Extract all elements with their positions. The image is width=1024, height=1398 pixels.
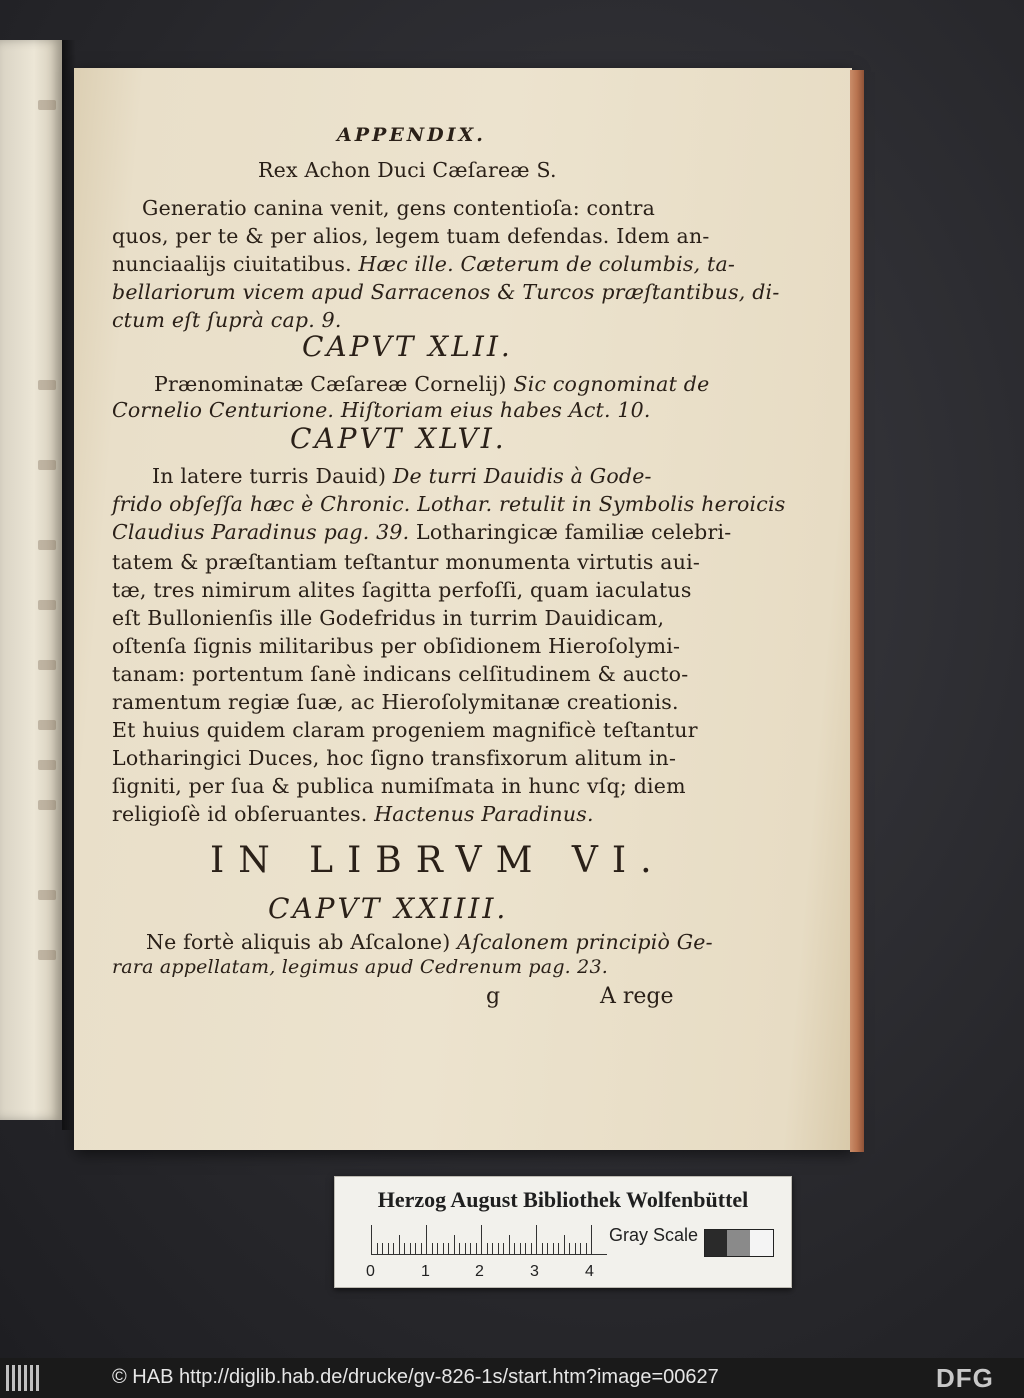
text-span: nunciaalijs ciuitatibus. (112, 252, 352, 276)
ruler-tick (542, 1243, 543, 1255)
ruler-baseline (371, 1254, 607, 1255)
page-edge (850, 70, 864, 1152)
italic-span: Hæc ille. Cæterum de columbis, ta- (351, 252, 735, 276)
facing-page-ink (38, 460, 56, 470)
ruler-tick (492, 1243, 493, 1255)
scale-label: 2 (475, 1263, 484, 1280)
facing-page-ink (38, 950, 56, 960)
text-line (154, 372, 709, 396)
ruler-tick (421, 1243, 422, 1255)
color-target (334, 1176, 792, 1288)
ruler-tick (509, 1235, 510, 1255)
ruler-tick (448, 1243, 449, 1255)
italic-span: Sic cognominat de (506, 372, 710, 396)
text-line: ramentum regiæ ſuæ, ac Hieroſolymitanæ creationis. (112, 690, 679, 714)
ruler-tick (498, 1243, 499, 1255)
facing-page-ink (38, 660, 56, 670)
chapter-heading: CAPVT XXIIII. (268, 892, 509, 925)
text-line (112, 802, 594, 826)
text-span: Prænominatæ Cæſareæ Cornelij) (154, 372, 507, 396)
italic-span: Claudius Paradinus pag. 39. (112, 520, 410, 544)
text-line: Et huius quidem claram progeniem magnificè teſtantur (112, 718, 698, 742)
ruler-tick (443, 1243, 444, 1255)
text-line: bellariorum vicem apud Sarracenos & Turcos præſtantibus, di- (112, 280, 780, 304)
ruler-tick (580, 1243, 581, 1255)
ruler-tick (514, 1243, 515, 1255)
ruler-tick (432, 1243, 433, 1255)
ruler-tick (454, 1235, 455, 1255)
scale-label: 4 (585, 1263, 594, 1280)
facing-page-ink (38, 380, 56, 390)
ruler-tick (437, 1243, 438, 1255)
facing-page-ink (38, 760, 56, 770)
text-line (112, 520, 731, 544)
ruler-tick (481, 1225, 482, 1255)
italic-span: Aſcalonem principiò Ge- (450, 930, 713, 954)
scale-label: 0 (366, 1263, 375, 1280)
catchword: A rege (600, 984, 674, 1009)
text-line: tatem & præſtantiam teſtantur monumenta virtutis aui- (112, 550, 700, 574)
ruler-tick (371, 1225, 372, 1255)
text-line: frido obſeſſa hæc è Chronic. Lothar. retulit in Symbolis heroicis (112, 492, 786, 516)
italic-span: Hactenus Paradinus. (367, 802, 594, 826)
ruler-tick (388, 1243, 389, 1255)
ruler-tick (525, 1243, 526, 1255)
scale-ruler (371, 1225, 607, 1255)
text-line: rara appellatam, legimus apud Cedrenum pag. 23. (112, 956, 608, 978)
signature-mark: g (486, 984, 501, 1009)
text-line (152, 464, 652, 488)
ruler-tick (487, 1243, 488, 1255)
text-span: Lotharingicæ familiæ celebri- (409, 520, 732, 544)
ruler-tick (586, 1243, 587, 1255)
ruler-tick (415, 1243, 416, 1255)
text-span: Ne fortè aliquis ab Aſcalone) (146, 930, 451, 954)
text-line: ctum eſt ſuprà cap. 9. (112, 308, 342, 332)
text-line: oſtenſa ſignis militaribus per obſidionem Hieroſolymi- (112, 634, 681, 658)
text-line: Rex Achon Duci Cæſareæ S. (258, 158, 557, 182)
italic-span: De turri Dauidis à Gode- (386, 464, 652, 488)
running-head: APPENDIX. (337, 124, 486, 146)
facing-page-ink (38, 540, 56, 550)
copyright-link[interactable]: © HAB http://diglib.hab.de/drucke/gv-826-1s/start.htm?image=00627 (112, 1366, 719, 1388)
facing-page-edge (0, 40, 62, 1120)
ruler-tick (531, 1243, 532, 1255)
ruler-tick (377, 1243, 378, 1255)
ruler-tick (503, 1243, 504, 1255)
text-line: eſt Bullonienſis ille Godefridus in turrim Dauidicam, (112, 606, 665, 630)
text-span: religioſè id obſeruantes. (112, 802, 368, 826)
ruler-tick (399, 1235, 400, 1255)
text-line: tæ, tres nimirum alites ſagitta perfoſſi, quam iaculatus (112, 578, 692, 602)
text-line: Generatio canina venit, gens contentioſa: contra (142, 196, 656, 220)
ruler-tick (591, 1225, 592, 1255)
gray-scale-label: Gray Scale (609, 1225, 699, 1245)
facing-page-ink (38, 800, 56, 810)
footer-bar (0, 1358, 1024, 1398)
text-line: quos, per te & per alios, legem tuam defendas. Idem an- (112, 224, 710, 248)
scale-label: 1 (421, 1263, 430, 1280)
text-line (146, 930, 713, 954)
text-span: In latere turris Dauid) (152, 464, 387, 488)
ruler-tick (553, 1243, 554, 1255)
library-name: Herzog August Bibliothek Wolfenbüttel (377, 1187, 749, 1212)
book-heading: IN LIBRVM VI. (210, 840, 666, 881)
facing-page-ink (38, 890, 56, 900)
ruler-tick (536, 1225, 537, 1255)
chapter-heading: CAPVT XLII. (302, 330, 513, 363)
ruler-tick (404, 1243, 405, 1255)
ruler-tick (476, 1243, 477, 1255)
text-line (112, 252, 735, 276)
ruler-tick (575, 1243, 576, 1255)
text-line: Cornelio Centurione. Hiſtoriam eius habes Act. 10. (112, 398, 651, 422)
facing-page-ink (38, 100, 56, 110)
facing-page-ink (38, 720, 56, 730)
dfg-logo: DFG (936, 1363, 994, 1393)
ruler-tick (470, 1243, 471, 1255)
text-line: Lotharingici Duces, hoc ſigno transfixorum alitum in- (112, 746, 677, 770)
ruler-tick (410, 1243, 411, 1255)
hab-logo-icon (6, 1365, 40, 1391)
ruler-tick (393, 1243, 394, 1255)
ruler-tick (547, 1243, 548, 1255)
scale-label: 3 (530, 1263, 539, 1280)
ruler-tick (426, 1225, 427, 1255)
ruler-tick (465, 1243, 466, 1255)
facing-page-ink (38, 600, 56, 610)
ruler-tick (558, 1243, 559, 1255)
ruler-tick (564, 1235, 565, 1255)
gray-swatch-frame (704, 1229, 774, 1257)
ruler-tick (459, 1243, 460, 1255)
chapter-heading: CAPVT XLVI. (290, 422, 507, 455)
ruler-tick (520, 1243, 521, 1255)
ruler-tick (382, 1243, 383, 1255)
text-line: ſigniti, per ſua & publica numiſmata in hunc vſq; diem (112, 774, 686, 798)
text-line: tanam: portentum ſanè indicans celſitudinem & aucto- (112, 662, 689, 686)
ruler-tick (569, 1243, 570, 1255)
